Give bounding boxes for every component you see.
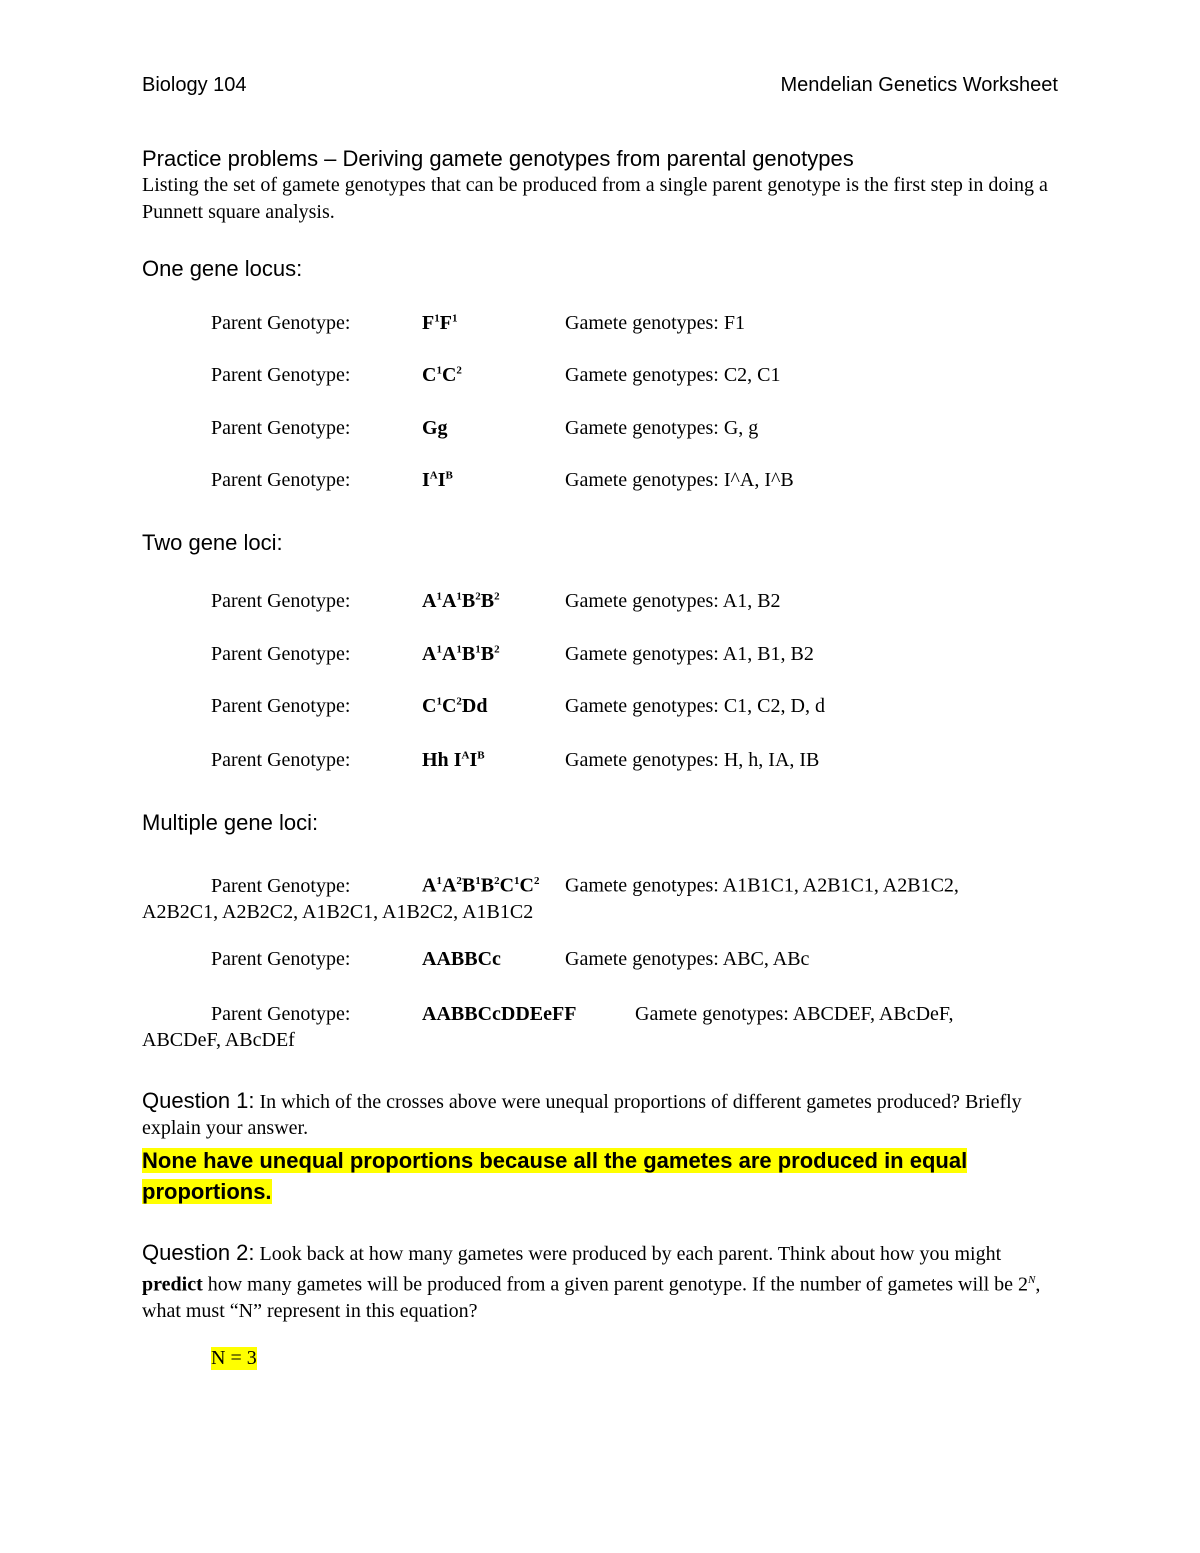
gamete-genotypes: Gamete genotypes: A1B1C1, A2B1C1, A2B1C2, bbox=[565, 874, 959, 897]
parent-genotype-value: $A^1A^2B^1B^2C^1C^2$ bbox=[422, 874, 540, 897]
gamete-genotypes: Gamete genotypes: H, h, IA, IB bbox=[565, 749, 820, 771]
parent-genotype-label: Parent Genotype: bbox=[211, 695, 351, 717]
intro-paragraph: Listing the set of gamete genotypes that can be produced from a single parent genotype is the first step in doing a Punnett square analysis. bbox=[142, 174, 1048, 223]
section-heading-multiple-loci: Multiple gene loci: bbox=[142, 810, 319, 835]
parent-genotype-value: Hh $I^AI^B$ bbox=[422, 749, 485, 771]
parent-genotype-label: Parent Genotype: bbox=[211, 749, 351, 771]
parent-genotype-value: $I^AI^B$ bbox=[422, 469, 453, 491]
gamete-genotypes: Gamete genotypes: C2, C1 bbox=[565, 364, 781, 386]
parent-genotype-value: $F^1F^1$ bbox=[422, 312, 458, 334]
parent-genotype-value: $A^1A^1B^1B^2$ bbox=[422, 643, 500, 665]
gamete-genotypes: Gamete genotypes: F1 bbox=[565, 312, 745, 334]
gamete-genotypes: Gamete genotypes: ABCDEF, ABcDeF, bbox=[635, 1003, 954, 1025]
parent-genotype-label: Parent Genotype: bbox=[211, 312, 351, 334]
question-2-answer: N = 3 bbox=[211, 1347, 257, 1369]
gamete-genotypes: Gamete genotypes: I^A, I^B bbox=[565, 469, 794, 491]
parent-genotype-label: Parent Genotype: bbox=[211, 1003, 351, 1025]
gamete-genotypes-continued: ABCDeF, ABcDEf bbox=[142, 1029, 295, 1051]
parent-genotype-label: Parent Genotype: bbox=[211, 643, 351, 665]
question-2: Question 2: Look back at how many gametes were produced by each parent. Think about how you might predict how many gametes will be produced from a given parent genotype. If the number of gametes will be $2^N$, what must “N” represent in this equation? bbox=[142, 1240, 1041, 1322]
parent-genotype-label: Parent Genotype: bbox=[211, 469, 351, 491]
question-1-answer: None have unequal proportions because all the gametes are produced in equal proportions. bbox=[142, 1148, 968, 1204]
section-heading-two-loci: Two gene loci: bbox=[142, 530, 283, 555]
question-2-label: Question 2: bbox=[142, 1240, 255, 1265]
header-course: Biology 104 bbox=[142, 74, 247, 96]
page-title: Practice problems – Deriving gamete genotypes from parental genotypes bbox=[142, 146, 854, 171]
parent-genotype-label: Parent Genotype: bbox=[211, 590, 351, 612]
question-1 bbox=[142, 1088, 1062, 1141]
parent-genotype-label: Parent Genotype: bbox=[211, 417, 351, 439]
parent-genotype-value: $C^1C^2$ bbox=[422, 364, 462, 386]
parent-genotype-value: AABBCc bbox=[422, 948, 501, 970]
gamete-genotypes: Gamete genotypes: C1, C2, D, d bbox=[565, 695, 825, 717]
gamete-genotypes: Gamete genotypes: ABC, ABc bbox=[565, 948, 810, 970]
parent-genotype-label: Parent Genotype: bbox=[211, 948, 351, 970]
question-1-text: In which of the crosses above were unequal proportions of different gametes produced? Briefly explain your answer. bbox=[142, 1091, 1022, 1139]
gamete-genotypes: Gamete genotypes: A1, B2 bbox=[565, 590, 781, 612]
multi-locus-row bbox=[142, 1001, 1062, 1053]
section-heading-one-locus: One gene locus: bbox=[142, 256, 303, 281]
gamete-genotypes: Gamete genotypes: A1, B1, B2 bbox=[565, 643, 814, 665]
gamete-genotypes: Gamete genotypes: G, g bbox=[565, 417, 759, 439]
parent-genotype-value: Gg bbox=[422, 417, 448, 439]
header-worksheet-title: Mendelian Genetics Worksheet bbox=[780, 74, 1058, 96]
parent-genotype-value: AABBCcDDEeFF bbox=[422, 1003, 577, 1025]
parent-genotype-label: Parent Genotype: bbox=[211, 364, 351, 386]
multi-locus-row bbox=[142, 868, 1062, 925]
question-1-label: Question 1: bbox=[142, 1088, 255, 1113]
parent-genotype-value: $C^1C^2Dd$ bbox=[422, 695, 488, 717]
parent-genotype-label: Parent Genotype: bbox=[211, 874, 351, 897]
gamete-genotypes-continued: A2B2C1, A2B2C2, A1B2C1, A1B2C2, A1B1C2 bbox=[142, 900, 534, 923]
parent-genotype-value: $A^1A^1B^2B^2$ bbox=[422, 590, 500, 612]
emphasis-predict: predict bbox=[142, 1273, 203, 1296]
